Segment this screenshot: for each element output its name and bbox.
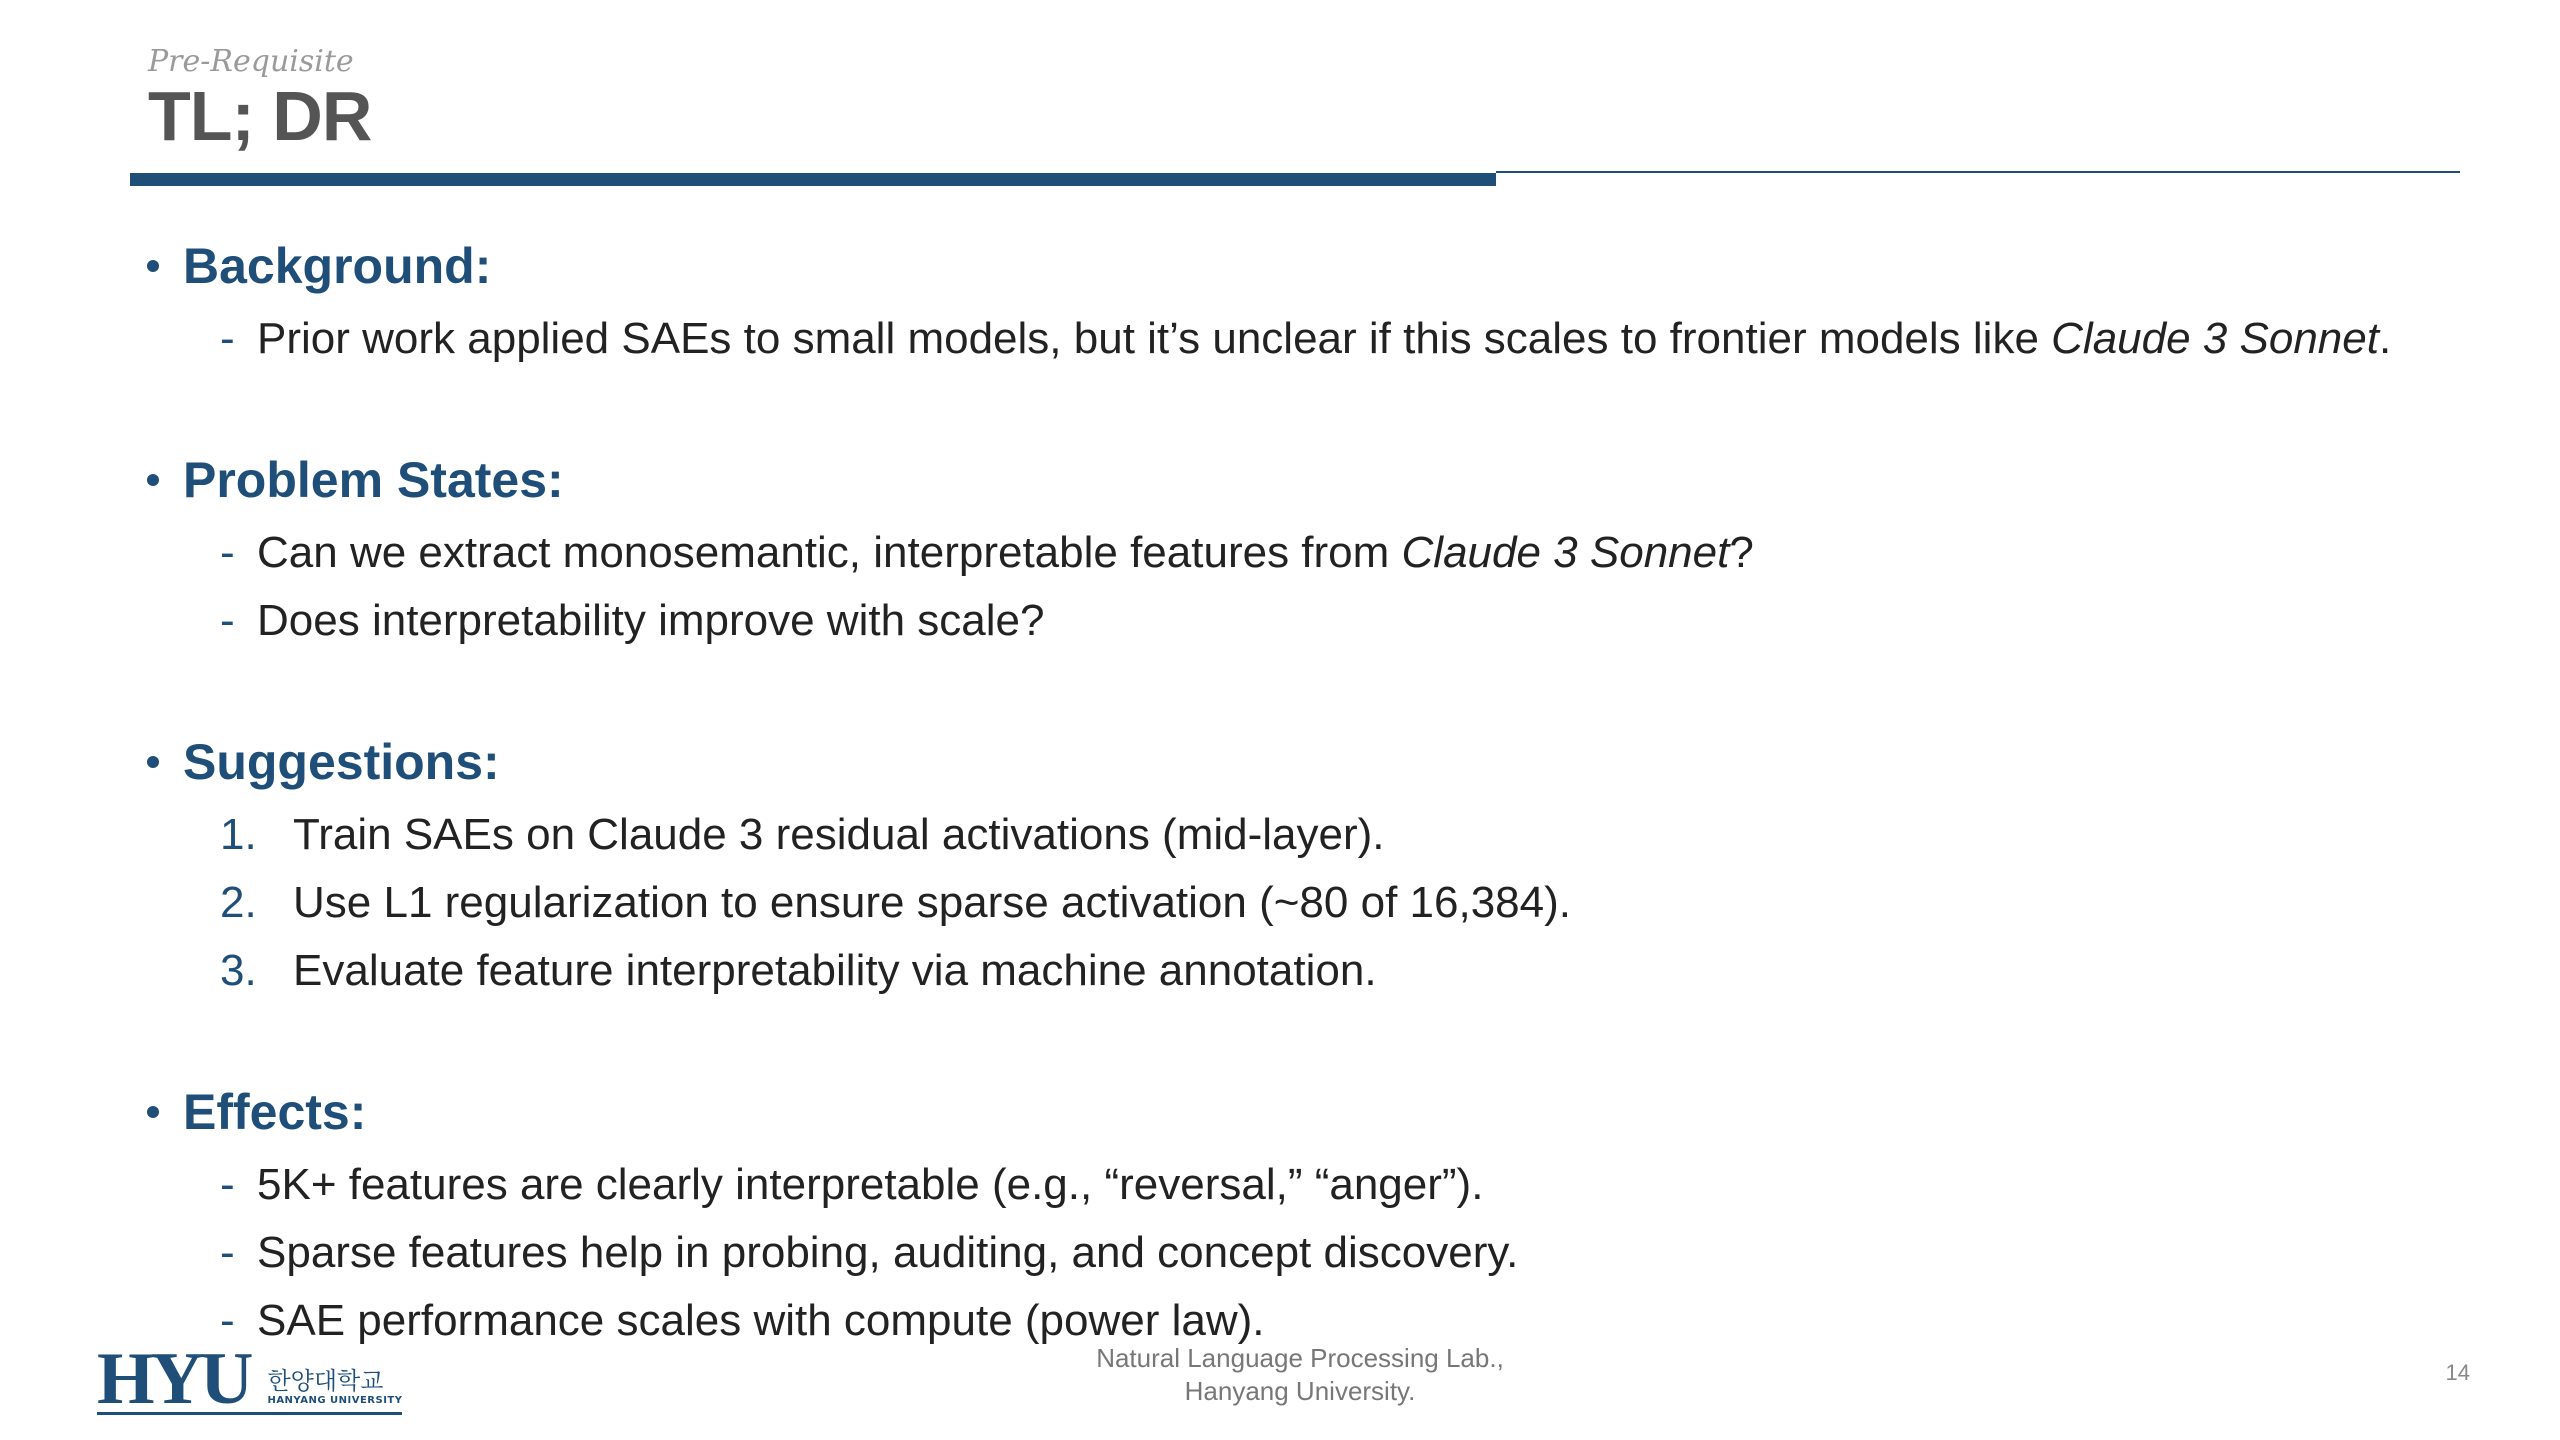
item-text [257, 314, 2391, 364]
title-rule-thin [1496, 171, 2460, 173]
section-items [145, 1160, 2485, 1364]
section-suggestions [145, 726, 2485, 1014]
section-heading [145, 230, 2485, 302]
logo-wordmark [267, 1367, 402, 1406]
section-problem-states [145, 444, 2485, 664]
item-text-plain: Prior work applied SAEs to small models, but it’s unclear if this scales to frontier models like [257, 314, 2052, 363]
item-text-suffix: . [2378, 314, 2392, 363]
section-heading-text: Background: [183, 238, 492, 294]
section-background [145, 230, 2485, 382]
section-heading-text: Effects: [183, 1084, 367, 1140]
dash-marker: - [220, 1160, 235, 1209]
section-heading-text: Suggestions: [183, 734, 500, 790]
item-text-plain: Can we extract monosemantic, interpretable features from [257, 528, 1402, 577]
dash-marker: - [220, 596, 235, 645]
item-text: Use L1 regularization to ensure sparse activation (~80 of 16,384). [293, 878, 1571, 927]
item-text-emphasis: Claude 3 Sonnet [1401, 528, 1730, 577]
dash-marker: - [220, 314, 235, 363]
numbered-item [145, 946, 2485, 1014]
logo-english-name: HANYANG UNIVERSITY [267, 1395, 403, 1406]
bullet-icon [147, 260, 159, 272]
item-text: Train SAEs on Claude 3 residual activations (mid-layer). [293, 810, 1385, 859]
list-item [145, 596, 2485, 664]
item-text: Does interpretability improve with scale? [257, 596, 1045, 645]
title-rule-thick [130, 173, 1496, 186]
bullet-icon [147, 1106, 159, 1118]
number-marker: 2. [220, 878, 257, 927]
section-heading-text: Problem States: [183, 452, 564, 508]
slide-kicker: Pre-Requisite [148, 44, 354, 79]
list-item [145, 528, 2485, 596]
slide-body [145, 230, 2485, 1364]
number-marker: 1. [220, 810, 257, 859]
page-number: 14 [2445, 1360, 2470, 1385]
slide-title: TL; DR [148, 77, 372, 155]
logo-korean-name: 한양대학교 [267, 1367, 384, 1395]
footer-lab-credit [1000, 1342, 1600, 1408]
footer-lab-line2: Hanyang University. [1184, 1376, 1416, 1406]
numbered-item [145, 810, 2485, 878]
item-text: 5K+ features are clearly interpretable (e.g., “reversal,” “anger”). [257, 1160, 1484, 1209]
section-heading [145, 444, 2485, 516]
item-text: Evaluate feature interpretability via machine annotation. [293, 946, 1377, 995]
bullet-icon [147, 474, 159, 486]
list-item [145, 1228, 2485, 1296]
number-marker: 3. [220, 946, 257, 995]
dash-marker: - [220, 1296, 235, 1345]
section-heading [145, 726, 2485, 798]
section-items [145, 810, 2485, 1014]
footer-lab-line1: Natural Language Processing Lab., [1096, 1343, 1504, 1373]
dash-marker: - [220, 1228, 235, 1277]
list-item [145, 314, 2485, 382]
dash-marker: - [220, 528, 235, 577]
section-effects [145, 1076, 2485, 1364]
section-heading [145, 1076, 2485, 1148]
section-items [145, 314, 2485, 382]
numbered-item [145, 878, 2485, 946]
logo-mark: HYU [97, 1338, 250, 1420]
university-logo [97, 1338, 403, 1420]
list-item [145, 1160, 2485, 1228]
item-text: SAE performance scales with compute (power law). [257, 1296, 1265, 1345]
item-text-emphasis: Claude 3 Sonnet [2051, 314, 2379, 363]
section-items [145, 528, 2485, 664]
bullet-icon [147, 756, 159, 768]
item-text: Sparse features help in probing, auditing, and concept discovery. [257, 1228, 1519, 1277]
item-text-suffix: ? [1729, 528, 1754, 577]
item-text [257, 528, 1754, 578]
